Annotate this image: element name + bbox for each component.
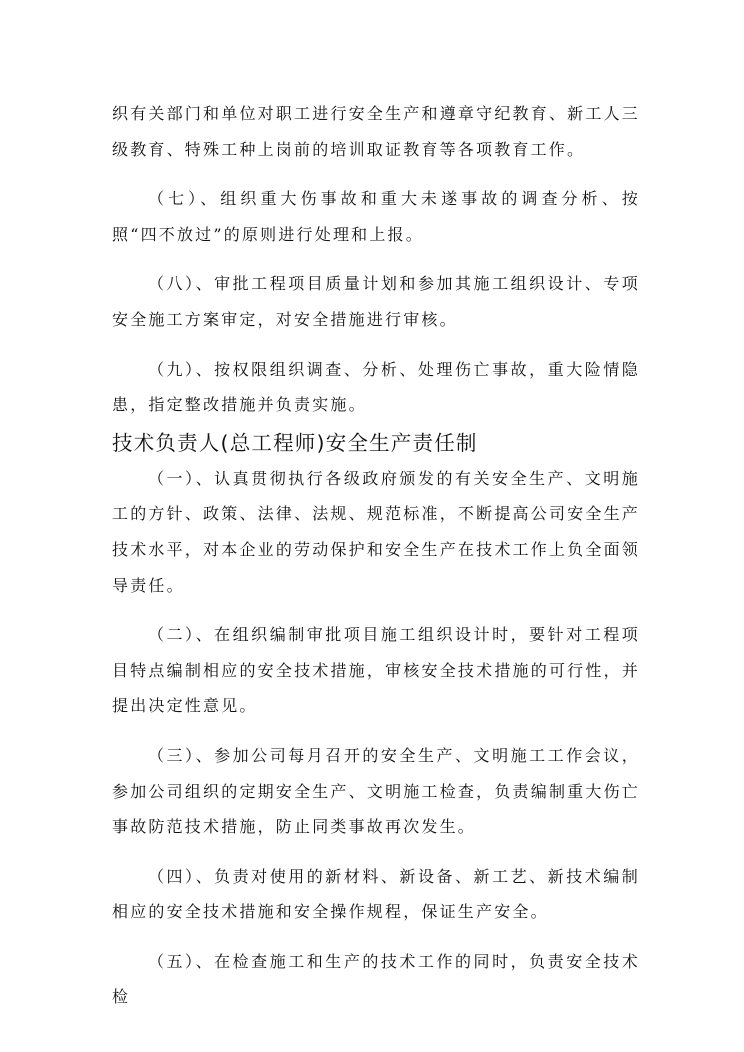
paragraph-item-7: （七）、组织重大伤事故和重大未遂事故的调查分析、按照“四不放过”的原则进行处理和上报。	[112, 189, 640, 244]
paragraph-item-9: （九）、按权限组织调查、分析、处理伤亡事故，重大险情隐患，指定整改措施并负责实施。	[112, 359, 640, 415]
paragraph-item-8: （八）、审批工程项目质量计划和参加其施工组织设计、专项安全施工方案审定，对安全措施进行审核。	[112, 274, 640, 329]
paragraph-item-1: （一）、认真贯彻执行各级政府颁发的有关安全生产、文明施工的方针、政策、法律、法规、规范标准，不断提高公司安全生产技术水平，对本企业的劳动保护和安全生产在技术工作上负全面领导责任。	[112, 468, 640, 595]
paragraph-item-3: （三）、参加公司每月召开的安全生产、文明施工工作会议，参加公司组织的定期安全生产、文明施工检查，负责编制重大伤亡事故防范技术措施，防止同类事故再次发生。	[112, 745, 640, 837]
document-body	[112, 96, 640, 1015]
paragraph-item-2: （二）、在组织编制审批项目施工组织设计时，要针对工程项目特点编制相应的安全技术措施，审核安全技术措施的可行性，并提出决定性意见。	[112, 625, 640, 716]
paragraph-item-4: （四）、负责对使用的新材料、新设备、新工艺、新技术编制相应的安全技术措施和安全操作规程，保证生产安全。	[112, 866, 640, 922]
paragraph-continuation: 织有关部门和单位对职工进行安全生产和遵章守纪教育、新工人三级教育、特殊工种上岗前的培训取证教育等各项教育工作。	[112, 104, 640, 159]
paragraph-item-5: （五）、在检查施工和生产的技术工作的同时，负责安全技术检	[112, 951, 640, 1007]
section-heading: 技术负责人(总工程师)安全生产责任制	[112, 430, 478, 455]
